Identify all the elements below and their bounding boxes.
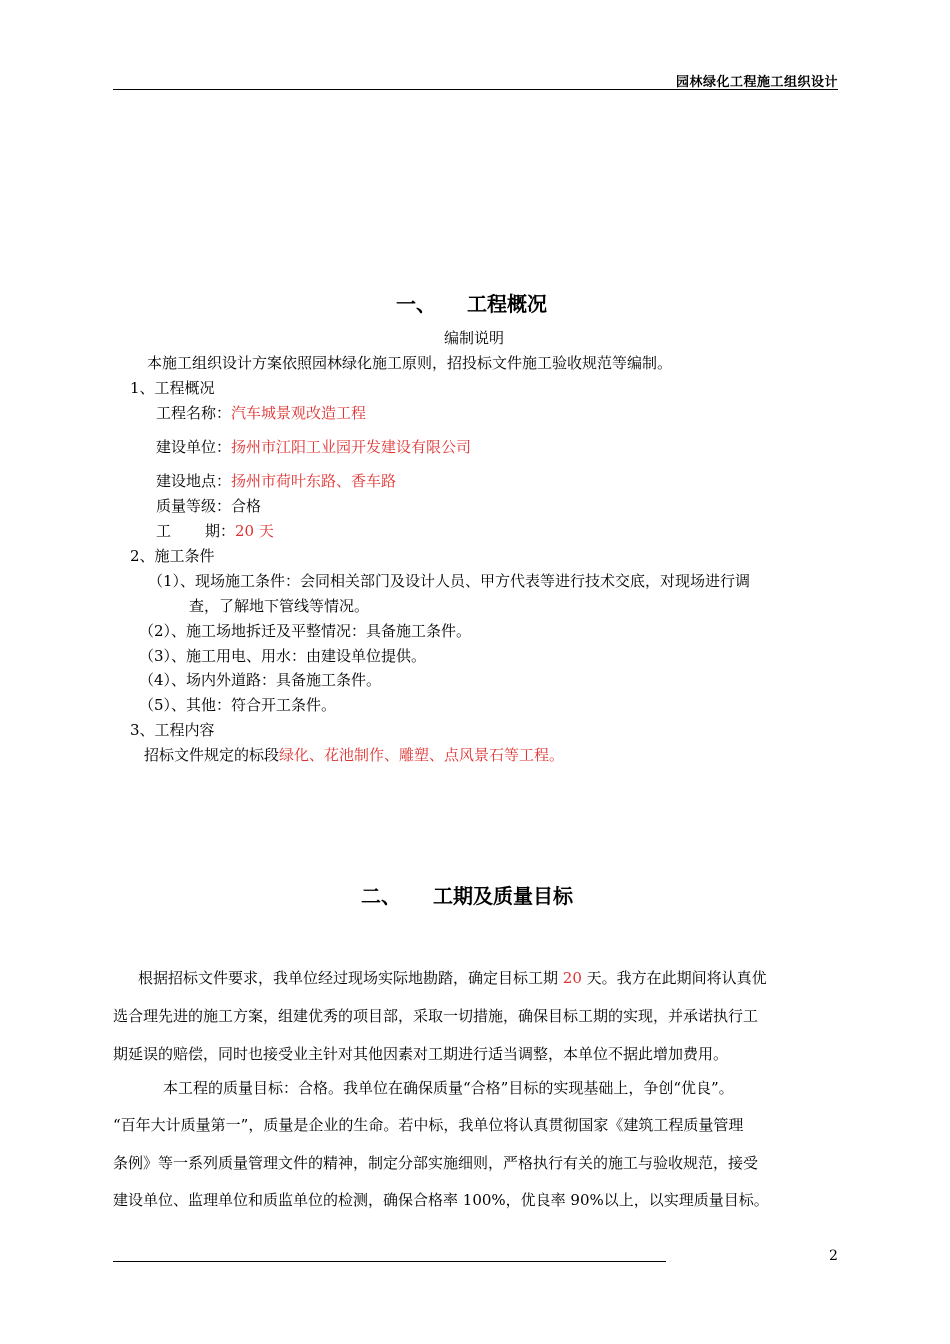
schedule-para-line3: 期延误的赔偿，同时也接受业主针对其他因素对工期进行适当调整，本单位不据此增加费用。 <box>113 1045 729 1063</box>
quality-grade-label: 质量等级： <box>156 497 232 515</box>
scope-prefix: 招标文件规定的标段 <box>144 746 280 764</box>
build-unit-label: 建设单位： <box>156 438 232 456</box>
condition-1-line1: （1）、现场施工条件：会同相关部门及设计人员、甲方代表等进行技术交底，对现场进行调 <box>148 572 751 590</box>
footer-rule <box>113 1261 666 1262</box>
section1-number: 一、 <box>396 292 436 316</box>
condition-1-line2: 查，了解地下管线等情况。 <box>189 597 370 615</box>
build-site-label: 建设地点： <box>156 472 232 490</box>
period-label-b: 期： <box>205 522 236 540</box>
schedule-text-a: 根据招标文件要求，我单位经过现场实际地勘踏，确定目标工期 <box>138 969 563 987</box>
item2-title: 2、施工条件 <box>130 547 215 565</box>
build-site-value: 扬州市荷叶东路、香车路 <box>231 472 397 490</box>
build-unit-value: 扬州市江阳工业园开发建设有限公司 <box>231 438 472 456</box>
section2-heading: 工期及质量目标 <box>433 884 573 908</box>
running-header-title: 园林绿化工程施工组织设计 <box>675 75 838 90</box>
schedule-para-line1 <box>138 967 767 988</box>
schedule-para-line2: 选合理先进的施工方案，组建优秀的项目部，采取一切措施，确保目标工期的实现，并承诺执行工 <box>113 1007 759 1025</box>
item1-title: 1、工程概况 <box>130 379 215 397</box>
schedule-text-b: 天。我方在此期间将认真优 <box>581 969 767 987</box>
condition-3: （3）、施工用电、用水：由建设单位提供。 <box>139 647 427 665</box>
period-label-a: 工 <box>156 522 172 540</box>
project-name-label: 工程名称： <box>156 404 232 422</box>
scope-row <box>144 744 564 765</box>
project-name-row <box>156 402 366 423</box>
section1-heading: 工程概况 <box>467 292 547 316</box>
quality-grade-value: 合格 <box>231 497 262 515</box>
item3-title: 3、工程内容 <box>130 721 215 739</box>
period-row <box>205 520 274 541</box>
period-value: 20 天 <box>235 522 274 540</box>
build-site-row <box>156 470 396 491</box>
build-unit-row <box>156 436 471 457</box>
section2-number: 二、 <box>361 884 401 908</box>
header-rule <box>113 89 838 90</box>
quality-grade-row <box>156 495 261 516</box>
schedule-days: 20 <box>562 969 582 987</box>
quality-para-line4: 建设单位、监理单位和质监单位的检测，确保合格率 100%，优良率 90%以上，以实理质量目标。 <box>113 1191 769 1209</box>
section1-subheading: 编制说明 <box>444 329 505 347</box>
project-name-value: 汽车城景观改造工程 <box>231 404 367 422</box>
quality-para-line3: 条例》等一系列质量管理文件的精神，制定分部实施细则，严格执行有关的施工与验收规范，接受 <box>113 1154 759 1172</box>
scope-value: 绿化、花池制作、雕塑、点风景石等工程。 <box>279 746 565 764</box>
condition-2: （2）、施工场地拆迁及平整情况：具备施工条件。 <box>139 622 472 640</box>
quality-para-line2: “百年大计质量第一”，质量是企业的生命。若中标，我单位将认真贯彻国家《建筑工程质量管理 <box>113 1116 744 1134</box>
page-number: 2 <box>829 1248 838 1264</box>
condition-4: （4）、场内外道路：具备施工条件。 <box>139 671 382 689</box>
quality-para-line1: 本工程的质量目标：合格。我单位在确保质量“合格”目标的实现基础上，争创“优良”。 <box>163 1079 734 1097</box>
condition-5: （5）、其他：符合开工条件。 <box>139 696 337 714</box>
section1-intro: 本施工组织设计方案依照园林绿化施工原则，招投标文件施工验收规范等编制。 <box>147 354 673 372</box>
